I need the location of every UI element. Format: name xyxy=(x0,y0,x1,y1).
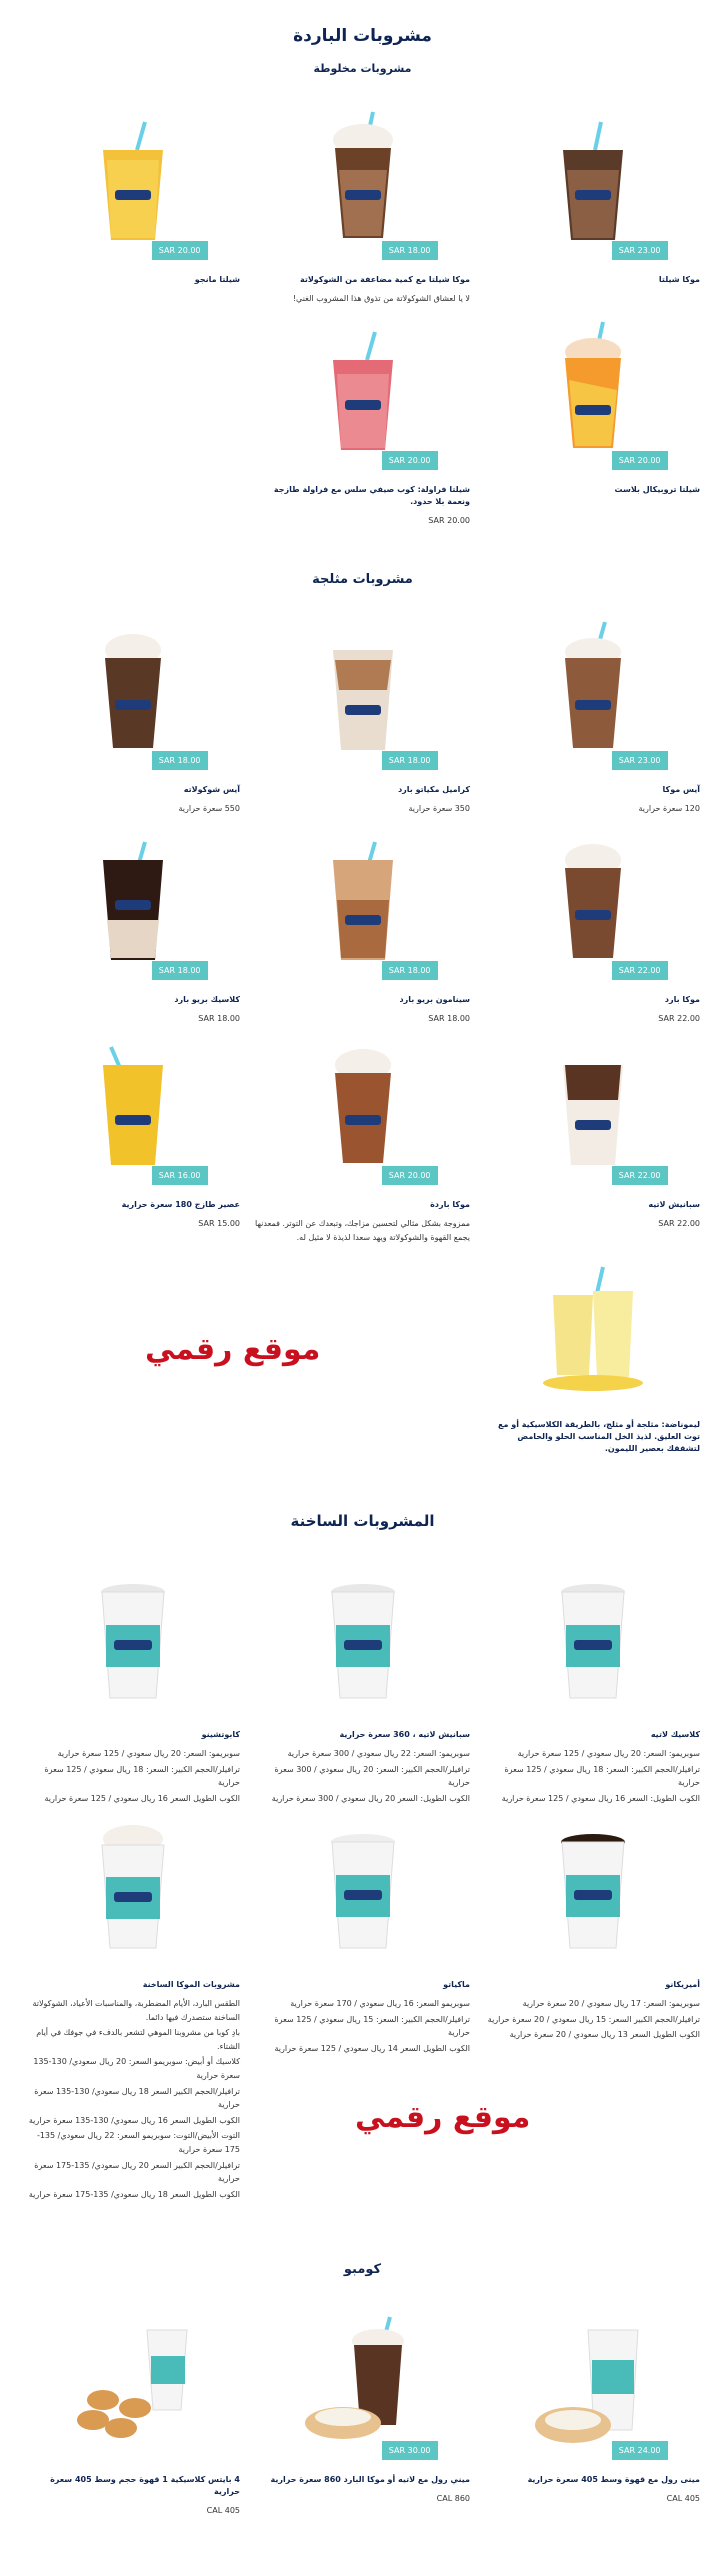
product-name: كلاسيك بريو بارد xyxy=(174,995,240,1004)
product-name: موكا شيلتا مع كمية مضاعفة من الشوكولاتة xyxy=(299,275,470,284)
product-photo xyxy=(288,110,438,260)
hot-cup-icon xyxy=(328,1580,398,1700)
product-card[interactable] xyxy=(25,2310,240,2518)
drink-cup-icon xyxy=(323,840,403,970)
drink-cup-icon xyxy=(553,320,633,455)
product-photo xyxy=(518,320,668,470)
product-card[interactable] xyxy=(485,2310,700,2506)
price-badge: SAR 22.00 xyxy=(612,961,668,980)
product-name: كراميل مكياتو بارد xyxy=(398,785,470,794)
product-photo xyxy=(288,320,438,470)
product-description: سوبريمو: السعر: 20 ريال سعودي / 125 سعرة حرارية ترافيلر/الحجم الكبير: السعر: 18 ريال سعودي / 125 سعرة حرارية الكوب الطويل: السعر 16 ريال سعودي / 125 سعرة حرارية xyxy=(501,1749,700,1803)
product-name: ميني رول مع لاتيه أو موكا البارد 860 سعرة حرارية xyxy=(270,2475,470,2484)
product-price-text: SAR 18.00 xyxy=(198,1014,240,1023)
product-card[interactable] xyxy=(485,320,700,496)
hot-cup-icon xyxy=(328,1830,398,1950)
product-photo xyxy=(288,1815,438,1965)
product-photo xyxy=(518,830,668,980)
price-badge: SAR 20.00 xyxy=(152,241,208,260)
product-photo xyxy=(518,2310,668,2460)
product-description: سوبريمو السعر: 16 ريال سعودي / 170 سعرة حرارية ترافيلر/الحجم الكبير: السعر: 15 ريال سعودي / 125 سعرة حرارية الكوب الطويل السعر 14 ريال سعودي / 125 سعرة حرارية xyxy=(274,1999,470,2053)
product-card[interactable] xyxy=(255,320,470,528)
product-photo xyxy=(288,1565,438,1715)
price-badge: SAR 23.00 xyxy=(612,751,668,770)
product-description: لا يا لعشاق الشوكولاتة من تذوق هذا المشروب الغني! xyxy=(292,294,470,303)
product-calories: CAL 860 xyxy=(436,2494,470,2503)
product-photo xyxy=(288,2310,438,2460)
product-photo xyxy=(58,2310,208,2460)
price-badge: SAR 20.00 xyxy=(612,451,668,470)
price-badge: SAR 18.00 xyxy=(382,751,438,770)
product-photo xyxy=(58,620,208,770)
product-photo xyxy=(518,1565,668,1715)
product-name: كابوتشينو xyxy=(201,1730,240,1739)
hot-cup-icon xyxy=(558,1830,628,1950)
product-price-text: SAR 22.00 xyxy=(658,1219,700,1228)
product-name: آيس شوكولاته xyxy=(183,785,240,794)
product-name: شيلتا مانجو xyxy=(194,275,240,284)
product-card[interactable] xyxy=(485,110,700,286)
product-card[interactable] xyxy=(255,830,470,1026)
product-name: عصير طازج 180 سعرة حرارية xyxy=(121,1200,240,1209)
drink-cup-icon xyxy=(553,120,633,250)
drink-cup-icon xyxy=(323,630,403,760)
product-photo xyxy=(58,830,208,980)
drink-cup-icon xyxy=(323,330,403,460)
product-card[interactable] xyxy=(25,110,240,286)
product-photo xyxy=(518,1815,668,1965)
cup-and-roll-icon xyxy=(298,2315,428,2445)
product-description: 120 سعرة حرارية xyxy=(638,804,700,813)
product-card[interactable] xyxy=(25,830,240,1026)
product-description: سوبريمو: السعر: 17 ريال سعودي / 20 سعرة حرارية ترافيلر/الحجم الكبير السعر: 15 ريال سعودي / 20 سعرة حرارية الكوب الطويل السعر 13 ريال سعودي / 20 سعرة حرارية xyxy=(487,1999,700,2040)
price-badge: SAR 23.00 xyxy=(612,241,668,260)
drink-cup-icon xyxy=(323,110,403,245)
product-name: شيلتا فراولة: كوب صيفي سلس مع فراولة طازجة ونعمة بلا حدود. xyxy=(273,485,470,506)
product-photo xyxy=(58,1565,208,1715)
drink-cup-icon xyxy=(93,620,173,755)
cup-and-roll-icon xyxy=(528,2320,658,2450)
price-badge: SAR 20.00 xyxy=(382,451,438,470)
lemonade-glasses-icon xyxy=(533,1265,653,1395)
drink-cup-icon xyxy=(93,840,173,970)
product-photo xyxy=(518,1255,668,1405)
product-card[interactable] xyxy=(255,2310,470,2506)
price-badge: SAR 18.00 xyxy=(382,961,438,980)
product-card[interactable] xyxy=(485,1565,700,1807)
hot-section-title: المشروبات الساخنة xyxy=(290,1512,435,1530)
product-description: 350 سعرة حرارية xyxy=(408,804,470,813)
price-badge: SAR 22.00 xyxy=(612,1166,668,1185)
product-card[interactable] xyxy=(485,830,700,1026)
product-price-text: SAR 18.00 xyxy=(428,1014,470,1023)
product-photo xyxy=(58,110,208,260)
product-name: سبانيش لاتيه ، 360 سعرة حرارية xyxy=(339,1730,470,1739)
product-name: آيس موكا xyxy=(662,785,700,794)
drink-cup-icon xyxy=(553,830,633,965)
hot-cup-icon xyxy=(98,1825,168,1950)
product-name: 4 بايتس كلاسيكية 1 قهوة حجم وسط 405 سعرة حرارية xyxy=(50,2475,240,2496)
product-name: سينامون بريو بارد xyxy=(399,995,470,1004)
price-badge: SAR 16.00 xyxy=(152,1166,208,1185)
product-name: مينى رول مع قهوة وسط 405 سعرة حرارية xyxy=(527,2475,700,2484)
product-photo xyxy=(518,1035,668,1185)
drink-cup-icon xyxy=(93,120,173,250)
product-card[interactable] xyxy=(255,1035,470,1244)
product-photo xyxy=(288,620,438,770)
product-photo xyxy=(518,620,668,770)
product-calories: CAL 405 xyxy=(666,2494,700,2503)
product-card[interactable] xyxy=(25,1815,240,2203)
combo-section-title: كومبو xyxy=(343,2262,382,2277)
product-description: سوبريمو: السعر: 22 ريال سعودي / 300 سعرة حرارية ترافيلر/الحجم الكبير: السعر: 20 ريال سعودي / 300 سعرة حرارية الكوب الطويل: السعر 20 ريال سعودي / 300 سعرة حرارية xyxy=(271,1749,470,1803)
product-price-text: SAR 22.00 xyxy=(658,1014,700,1023)
product-card[interactable] xyxy=(485,620,700,816)
product-calories: CAL 405 xyxy=(206,2506,240,2515)
product-card[interactable] xyxy=(25,1565,240,1807)
product-price-text: SAR 15.00 xyxy=(198,1219,240,1228)
cup-and-bites-icon xyxy=(63,2320,203,2450)
product-name: موكا شيلتا xyxy=(658,275,700,284)
product-card[interactable] xyxy=(25,1035,240,1231)
product-photo xyxy=(58,1815,208,1965)
product-photo xyxy=(518,110,668,260)
product-description: ممزوجة بشكل مثالي لتحسين مزاجك، وتبعدك عن التوتر. فمعدنها يجمع القهوة والشوكولاتة ويهد سعدا لذيذة لا مثيل له. xyxy=(255,1219,470,1242)
price-badge: SAR 20.00 xyxy=(382,1166,438,1185)
price-badge: SAR 18.00 xyxy=(382,241,438,260)
drink-cup-icon xyxy=(323,1035,403,1170)
product-card[interactable] xyxy=(485,1815,700,2044)
product-description: سوبريمو: السعر: 20 ريال سعودي / 125 سعرة حرارية ترافيلر/الحجم الكبير: السعر: 18 ريال سعودي / 125 سعرة حرارية الكوب الطويل السعر 16 ريال سعودي / 125 سعرة حرارية xyxy=(44,1749,240,1803)
product-description: الطقس البارد، الأيام المضطربة، والمناسبات الأعياد، الشوكولاتة الساخنة ستصدرك فيها دائما. بادِ كوبا من مشروبنا الموهي لتشعر بالدفء في جوفك في أيام الشتاء. كلاسيك أو أبيض: سوبريمو السعر: 20 ريال سعودي/ 130-135 سعرة حرارية ترافيلر/الحجم الكبير السعر 18 ريال سعودي/ 130-135 سعرة حرارية الكوب الطويل السعر 16 ريال سعودي/ 130-135 سعرة حرارية التوت الأبيض/التوت: سوبريمو السعر: 22 ريال سعودي/ 135-175 سعرة حرارية ترافيلر/الحجم الكبير السعر 20 ريال سعودي/ 135-175 سعرة حرارية الكوب الطويل السعر 18 ريال سعودي/ 135-175 سعرة حرارية xyxy=(28,1999,240,2199)
product-description: 550 سعرة حرارية xyxy=(178,804,240,813)
product-card[interactable] xyxy=(485,1035,700,1231)
iced-section-title: مشروبات مثلجة xyxy=(312,572,413,587)
hot-cup-icon xyxy=(558,1580,628,1700)
product-photo xyxy=(288,1035,438,1185)
product-photo xyxy=(58,1035,208,1185)
product-card[interactable] xyxy=(485,1255,700,1455)
watermark-logo: موقع رقمي xyxy=(145,1332,321,1367)
product-name: مشروبات الموكا الساخنة xyxy=(142,1980,240,1989)
page-title: مشروبات الباردة xyxy=(293,26,432,46)
price-badge: SAR 18.00 xyxy=(152,961,208,980)
product-name: موكا بارد xyxy=(664,995,700,1004)
product-name: سبانيش لاتيه xyxy=(648,1200,700,1209)
product-card[interactable] xyxy=(25,620,240,816)
product-name: موكا باردة xyxy=(430,1200,470,1209)
product-card[interactable] xyxy=(255,1815,470,2057)
price-badge: SAR 24.00 xyxy=(612,2441,668,2460)
product-photo xyxy=(288,830,438,980)
product-card[interactable] xyxy=(255,620,470,816)
product-price-text: SAR 20.00 xyxy=(428,516,470,525)
product-name: ماكياتو xyxy=(443,1980,470,1989)
watermark-logo: موقع رقمي xyxy=(355,2100,531,2135)
product-name: أميريكانو xyxy=(665,1980,700,1989)
product-card[interactable] xyxy=(255,110,470,306)
price-badge: SAR 30.00 xyxy=(382,2441,438,2460)
price-badge: SAR 18.00 xyxy=(152,751,208,770)
product-name: شيلتا تروبيكال بلاست xyxy=(614,485,700,494)
product-name: كلاسيك لاتيه xyxy=(650,1730,700,1739)
drink-cup-icon xyxy=(553,1045,633,1175)
drink-cup-icon xyxy=(553,620,633,755)
product-name: ليموناضة: مثلجة أو مثلج، بالطريقة الكلاسيكية أو مع توت العليق. لذيذ الخل المناسب الحلو والحامض لتشققك بعصير الليمون. xyxy=(498,1420,700,1453)
drink-cup-icon xyxy=(93,1045,173,1175)
product-card[interactable] xyxy=(255,1565,470,1807)
blended-section-title: مشروبات مخلوطة xyxy=(313,62,412,75)
hot-cup-icon xyxy=(98,1580,168,1700)
